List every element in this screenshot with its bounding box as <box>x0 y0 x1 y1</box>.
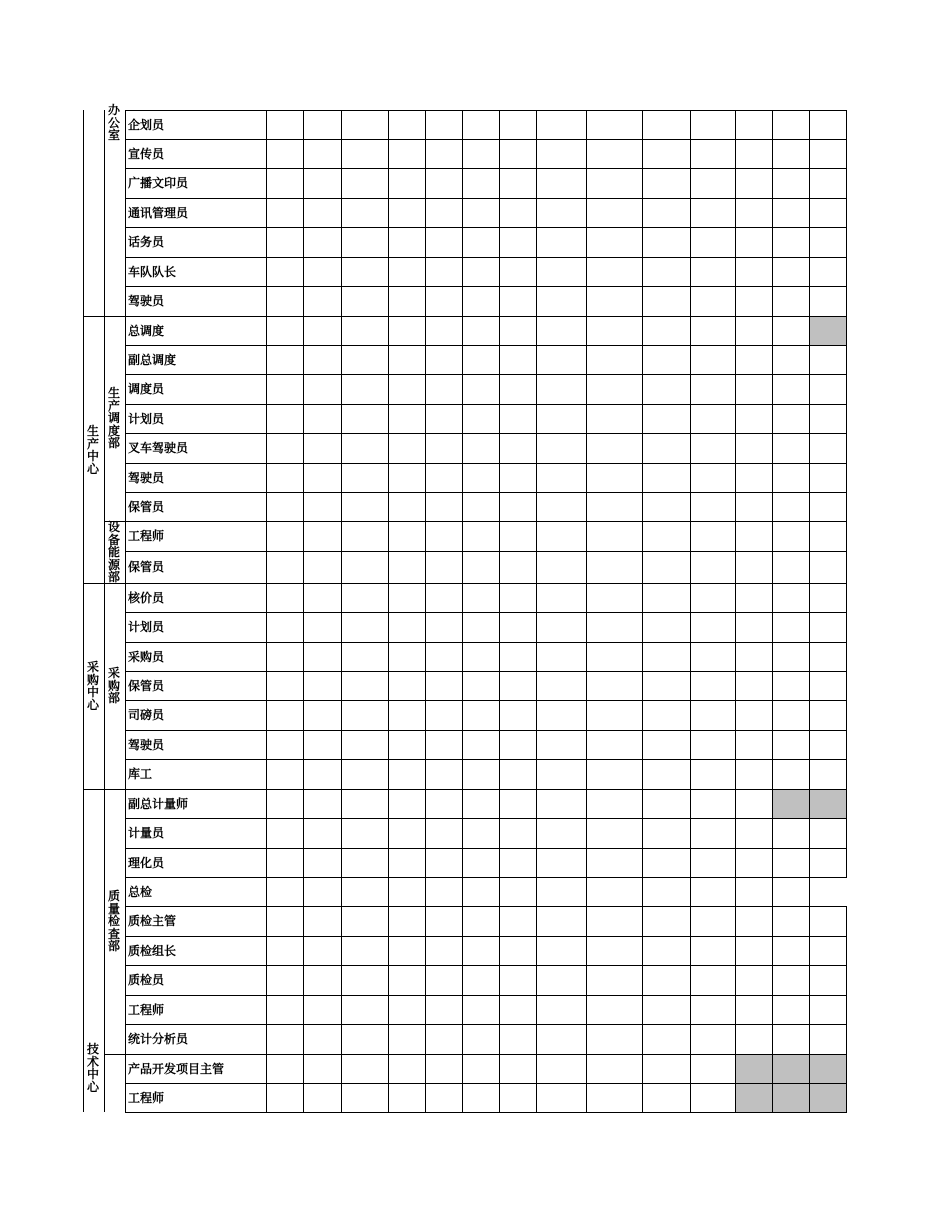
role-label: 质检组长 <box>128 943 177 958</box>
role-label: 副总调度 <box>128 352 177 367</box>
row-border <box>125 583 847 584</box>
row-border <box>125 551 847 552</box>
column-border <box>266 110 267 1112</box>
row-border <box>125 700 847 701</box>
column-border <box>425 110 426 1112</box>
shaded-cell <box>810 790 846 818</box>
column-border <box>809 110 810 1112</box>
column-border <box>536 110 537 1112</box>
row-border <box>125 286 847 287</box>
row-border <box>125 789 847 790</box>
role-label: 工程师 <box>128 1002 165 1017</box>
role-label: 副总计量师 <box>128 796 189 811</box>
section-border <box>104 1054 125 1055</box>
row-border <box>125 1054 847 1055</box>
shaded-cell <box>736 1055 772 1083</box>
role-label: 调度员 <box>128 382 165 396</box>
shaded-cell <box>773 790 809 818</box>
role-label: 理化员 <box>128 855 165 870</box>
role-label: 广播文印员 <box>128 176 189 190</box>
role-label: 话务员 <box>128 235 165 249</box>
role-label: 计量员 <box>128 826 165 840</box>
role-label: 统计分析员 <box>128 1032 189 1046</box>
role-label: 工程师 <box>128 529 165 543</box>
role-label: 宣传员 <box>128 146 165 161</box>
role-label: 保管员 <box>128 678 165 693</box>
row-border <box>125 818 847 819</box>
row-border <box>125 110 847 111</box>
department-label-procurement: 采购部 <box>107 666 120 705</box>
column-border <box>586 110 587 1112</box>
shaded-cell <box>810 1084 846 1112</box>
role-label: 通讯管理员 <box>128 205 189 220</box>
row-border <box>125 463 847 464</box>
role-label: 保管员 <box>128 560 165 574</box>
role-label: 驾驶员 <box>128 294 165 308</box>
row-border <box>125 168 847 169</box>
row-border <box>125 995 847 996</box>
row-border <box>125 759 847 760</box>
row-border <box>125 433 847 434</box>
role-label: 产品开发项目主管 <box>128 1061 225 1076</box>
row-border <box>125 404 847 405</box>
role-label: 叉车驾驶员 <box>128 441 189 455</box>
row-border <box>125 877 847 878</box>
role-label: 工程师 <box>128 1090 165 1105</box>
column-border <box>735 110 736 1112</box>
department-label-quality-inspection: 质量检查部 <box>107 889 120 953</box>
row-border <box>125 1024 847 1025</box>
row-border <box>125 374 847 375</box>
row-border <box>125 257 847 258</box>
row-border <box>125 671 847 672</box>
role-column-border <box>125 110 126 1112</box>
row-border <box>125 906 847 907</box>
row-border <box>125 612 847 613</box>
column-border <box>642 110 643 1112</box>
center-label-production: 生产中心 <box>86 424 99 476</box>
shaded-cell <box>810 1055 846 1083</box>
department-label-production-dispatch: 生产调度部 <box>107 386 120 450</box>
row-border <box>125 1112 847 1113</box>
row-border <box>125 198 847 199</box>
column-border <box>846 110 847 877</box>
column-border <box>303 110 304 1112</box>
column-border <box>690 110 691 1112</box>
department-border <box>104 110 105 1112</box>
row-border <box>125 1083 847 1084</box>
role-label: 总调度 <box>128 323 165 338</box>
column-border <box>388 110 389 1112</box>
row-border <box>125 936 847 937</box>
row-border <box>125 848 847 849</box>
row-border <box>125 316 847 317</box>
row-border <box>125 730 847 731</box>
row-border <box>125 227 847 228</box>
column-border <box>462 110 463 1112</box>
shaded-cell <box>773 1084 809 1112</box>
column-border <box>772 110 773 1112</box>
role-label: 计划员 <box>128 411 165 426</box>
row-border <box>125 139 847 140</box>
row-border <box>125 492 847 493</box>
role-label: 库工 <box>128 767 153 781</box>
role-label: 采购员 <box>128 649 165 664</box>
row-border <box>125 642 847 643</box>
role-label: 驾驶员 <box>128 737 165 752</box>
role-label: 计划员 <box>128 620 165 634</box>
role-label: 车队队长 <box>128 264 177 279</box>
left-border <box>83 110 84 1112</box>
department-label-office: 办公室 <box>107 103 120 142</box>
row-border <box>125 521 847 522</box>
column-border <box>341 110 342 1112</box>
role-label: 总检 <box>128 884 153 899</box>
department-label-equipment-energy: 设备能源部 <box>107 520 120 584</box>
role-label: 司磅员 <box>128 708 165 722</box>
row-border <box>125 965 847 966</box>
center-label-procurement: 采购中心 <box>86 660 99 712</box>
shaded-cell <box>810 317 846 345</box>
column-border <box>846 906 847 1112</box>
shaded-cell <box>773 1055 809 1083</box>
role-label: 保管员 <box>128 499 165 514</box>
role-label: 驾驶员 <box>128 470 165 485</box>
role-label: 质检主管 <box>128 914 177 928</box>
role-label: 质检员 <box>128 973 165 987</box>
row-border <box>125 345 847 346</box>
center-label-technology: 技术中心 <box>86 1042 99 1094</box>
role-label: 核价员 <box>128 590 165 605</box>
shaded-cell <box>736 1084 772 1112</box>
role-label: 企划员 <box>128 117 165 132</box>
column-border <box>499 110 500 1112</box>
